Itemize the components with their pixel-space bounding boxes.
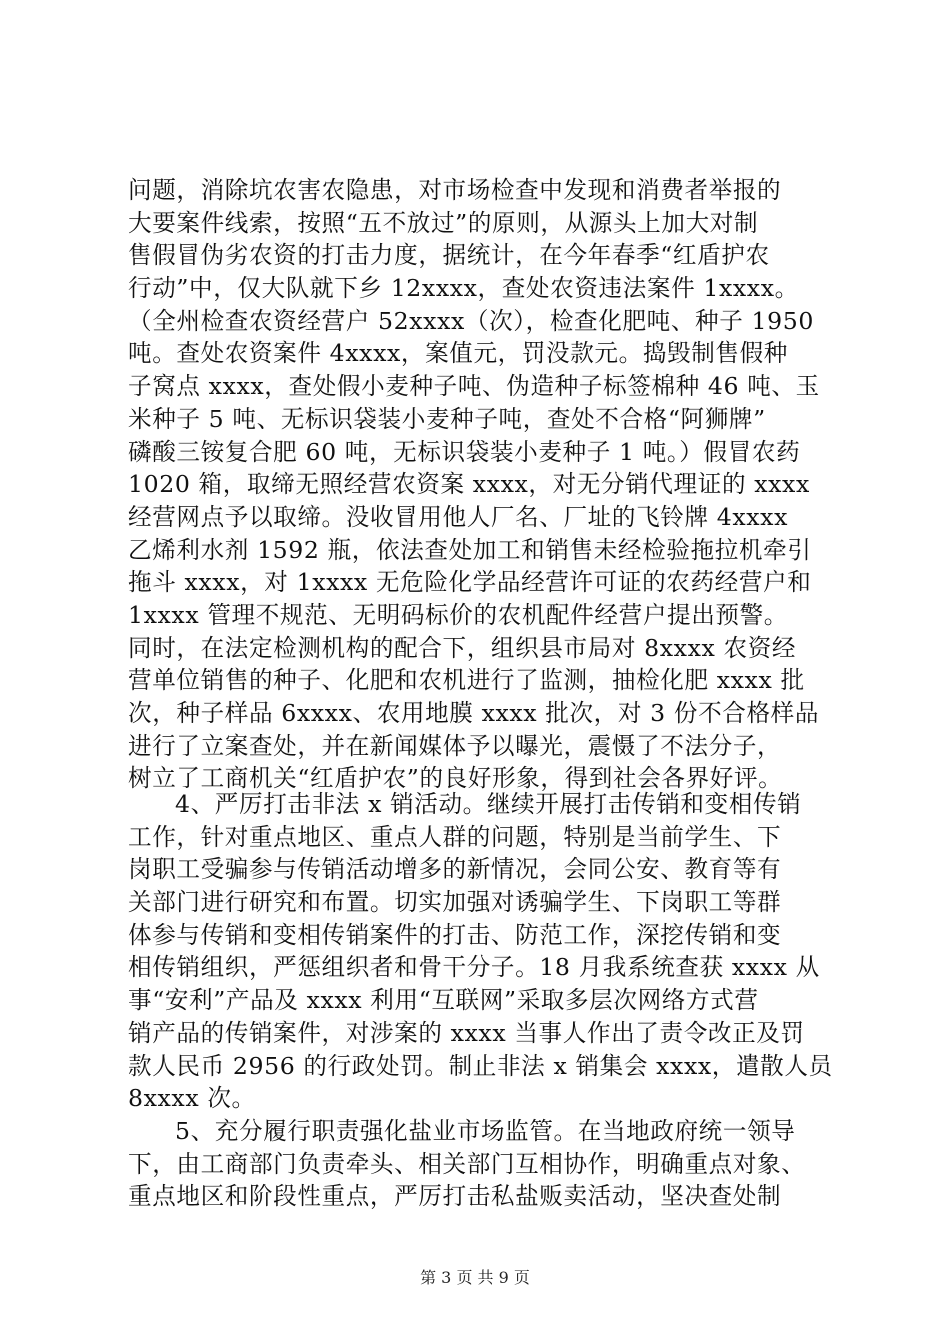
text-line: 次，种子样品 6xxxx、农用地膜 xxxx 批次，对 3 份不合格样品	[128, 699, 820, 727]
page-number-footer: 第 3 页 共 9 页	[420, 1268, 530, 1287]
text-line: 经营网点予以取缔。没收冒用他人厂名、厂址的飞铃牌 4xxxx	[128, 502, 788, 531]
paragraph-agri-inspection	[128, 174, 840, 795]
text-line: 8xxxx 次。	[128, 1084, 256, 1113]
text-line: （全州检查农资经营户 52xxxx（次），检查化肥吨、种子 1950	[128, 306, 814, 335]
text-line: 进行了立案查处，并在新闻媒体予以曝光，震慑了不法分子，	[128, 731, 782, 760]
paragraph-salt-market	[128, 1115, 840, 1213]
text-line: 事“安利”产品及 xxxx 利用“互联网”采取多层次网络方式营	[128, 986, 759, 1015]
text-line: 售假冒伪劣农资的打击力度，据统计，在今年春季“红盾护农	[128, 241, 770, 270]
text-line: 1020 箱，取缔无照经营农资案 xxxx，对无分销代理证的 xxxx	[128, 470, 810, 499]
text-line: 1xxxx 管理不规范、无明码标价的农机配件经营户提出预警。	[128, 600, 788, 629]
text-line: 吨。查处农资案件 4xxxx，案值元，罚没款元。捣毁制售假种	[128, 339, 788, 368]
text-line: 树立了工商机关“红盾护农”的良好形象，得到社会各界好评。	[128, 764, 783, 793]
text-line: 下，由工商部门负责牵头、相关部门互相协作，明确重点对象、	[128, 1149, 806, 1178]
text-line: 米种子 5 吨、无标识袋装小麦种子吨，查处不合格“阿狮牌”	[128, 404, 766, 433]
text-line: 工作，针对重点地区、重点人群的问题，特别是当前学生、下	[128, 822, 782, 851]
text-line: 5、充分履行职责强化盐业市场监管。在当地政府统一领导	[175, 1117, 796, 1145]
text-line: 大要案件线索，按照“五不放过”的原则，从源头上加大对制	[128, 208, 759, 237]
text-line: 子窝点 xxxx，查处假小麦种子吨、伪造种子标签棉种 46 吨、玉	[128, 372, 820, 401]
text-line: 磷酸三铵复合肥 60 吨，无标识袋装小麦种子 1 吨。）假冒农药	[128, 437, 801, 466]
text-line: 销产品的传销案件，对涉案的 xxxx 当事人作出了责令改正及罚	[128, 1018, 805, 1047]
text-line: 款人民币 2956 的行政处罚。制止非法 x 销集会 xxxx，遣散人员	[128, 1051, 833, 1080]
paragraph-pyramid-selling	[128, 788, 840, 1115]
text-line: 营单位销售的种子、化肥和农机进行了监测，抽检化肥 xxxx 批	[128, 666, 805, 695]
text-line: 问题，消除坑农害农隐患，对市场检查中发现和消费者举报的	[128, 176, 782, 204]
text-line: 4、严厉打击非法 x 销活动。继续开展打击传销和变相传销	[175, 790, 802, 818]
text-line: 体参与传销和变相传销案件的打击、防范工作，深挖传销和变	[128, 920, 782, 949]
text-line: 同时，在法定检测机构的配合下，组织县市局对 8xxxx 农资经	[128, 633, 797, 662]
text-line: 岗职工受骗参与传销活动增多的新情况，会同公安、教育等有	[128, 855, 782, 884]
text-line: 乙烯利水剂 1592 瓶，依法查处加工和销售未经检验拖拉机牵引	[128, 535, 812, 564]
text-line: 行动”中，仅大队就下乡 12xxxx，查处农资违法案件 1xxxx。	[128, 274, 799, 303]
text-line: 重点地区和阶段性重点，严厉打击私盐贩卖活动，坚决查处制	[128, 1182, 782, 1211]
text-line: 关部门进行研究和布置。切实加强对诱骗学生、下岗职工等群	[128, 888, 782, 917]
text-line: 拖斗 xxxx，对 1xxxx 无危险化学品经营许可证的农药经营户和	[128, 568, 812, 597]
text-line: 相传销组织，严惩组织者和骨干分子。18 月我系统查获 xxxx 从	[128, 953, 820, 982]
